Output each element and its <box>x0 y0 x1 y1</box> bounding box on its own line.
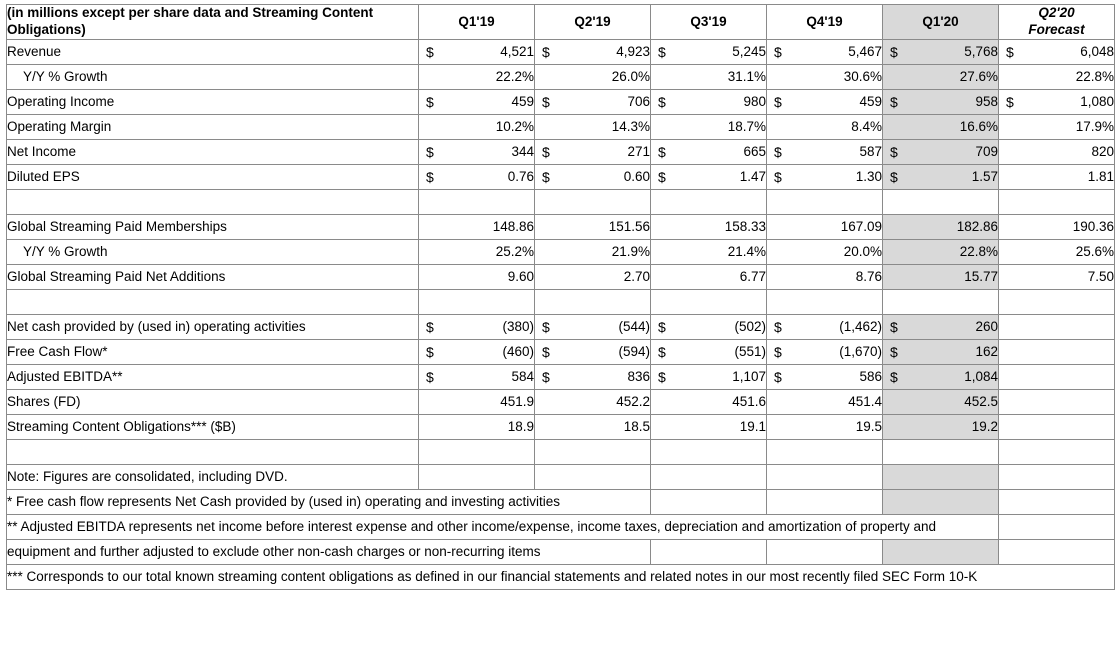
note-filler-cell <box>651 489 767 514</box>
data-cell <box>419 314 535 339</box>
data-cell <box>419 339 535 364</box>
header-metric-label: (in millions except per share data and Streaming Content Obligations) <box>7 5 419 40</box>
table-row <box>7 389 1115 414</box>
cell-value: 1,107 <box>732 369 766 385</box>
currency-symbol: $ <box>658 93 666 110</box>
cell-value: 1,084 <box>964 369 998 385</box>
note-filler-cell <box>999 539 1115 564</box>
data-cell <box>767 164 883 189</box>
cell-value: 20.0% <box>843 244 882 260</box>
data-cell <box>999 114 1115 139</box>
cell-value: 182.86 <box>956 219 998 235</box>
data-cell <box>999 89 1115 114</box>
cell-value: 4,521 <box>500 44 534 60</box>
table-row <box>7 64 1115 89</box>
cell-value: (1,462) <box>839 319 882 335</box>
data-cell <box>419 114 535 139</box>
data-cell <box>651 239 767 264</box>
data-cell <box>651 114 767 139</box>
currency-symbol: $ <box>658 143 666 160</box>
data-cell <box>419 214 535 239</box>
data-cell <box>535 39 651 64</box>
cell-value: 665 <box>743 144 766 160</box>
table-header <box>7 5 1115 40</box>
spacer-cell <box>651 189 767 214</box>
currency-symbol: $ <box>774 318 782 335</box>
cell-value: 8.4% <box>851 119 882 135</box>
currency-symbol: $ <box>542 318 550 335</box>
row-label: Global Streaming Paid Memberships <box>7 214 419 239</box>
currency-symbol: $ <box>542 143 550 160</box>
cell-value: 1.30 <box>855 169 882 185</box>
data-cell <box>419 414 535 439</box>
cell-value: 158.33 <box>724 219 766 235</box>
currency-symbol: $ <box>426 343 434 360</box>
data-cell <box>767 239 883 264</box>
spacer-cell <box>419 189 535 214</box>
header-column-2: Q2'19 <box>535 5 651 40</box>
data-cell <box>651 139 767 164</box>
note-row <box>7 539 1115 564</box>
data-cell <box>999 164 1115 189</box>
table-row <box>7 89 1115 114</box>
cell-value: 9.60 <box>507 269 534 285</box>
currency-symbol: $ <box>542 368 550 385</box>
cell-value: 584 <box>511 369 534 385</box>
data-cell <box>651 414 767 439</box>
cell-value: 452.2 <box>616 394 650 410</box>
currency-symbol: $ <box>426 43 434 60</box>
data-cell <box>883 414 999 439</box>
spacer-cell <box>419 289 535 314</box>
cell-value: 587 <box>859 144 882 160</box>
note-row <box>7 464 1115 489</box>
cell-value: 1.81 <box>1087 169 1114 185</box>
header-column-4: Q4'19 <box>767 5 883 40</box>
data-cell <box>999 264 1115 289</box>
cell-value: 19.1 <box>739 419 766 435</box>
cell-value: 151.56 <box>608 219 650 235</box>
data-cell <box>651 164 767 189</box>
currency-symbol: $ <box>774 143 782 160</box>
data-cell <box>535 89 651 114</box>
currency-symbol: $ <box>774 43 782 60</box>
data-cell <box>535 214 651 239</box>
cell-value: 820 <box>1091 144 1114 160</box>
cell-value: 958 <box>975 94 998 110</box>
spacer-cell <box>535 289 651 314</box>
currency-symbol: $ <box>426 168 434 185</box>
cell-value: 18.9 <box>507 419 534 435</box>
cell-value: 27.6% <box>959 69 998 85</box>
data-cell <box>651 264 767 289</box>
spacer-cell <box>999 439 1115 464</box>
note-text: equipment and further adjusted to exclude other non-cash charges or non-recurring items <box>7 539 651 564</box>
currency-symbol: $ <box>542 43 550 60</box>
cell-value: 709 <box>975 144 998 160</box>
data-cell <box>535 364 651 389</box>
data-cell <box>883 114 999 139</box>
data-cell <box>535 239 651 264</box>
cell-value: 31.1% <box>727 69 766 85</box>
data-cell <box>767 39 883 64</box>
spacer-cell <box>999 189 1115 214</box>
cell-value: 167.09 <box>840 219 882 235</box>
note-filler-cell <box>651 539 767 564</box>
currency-symbol: $ <box>1006 93 1014 110</box>
data-cell <box>999 339 1115 364</box>
currency-symbol: $ <box>542 93 550 110</box>
data-cell <box>999 389 1115 414</box>
spacer-cell <box>883 439 999 464</box>
cell-value: 18.7% <box>727 119 766 135</box>
currency-symbol: $ <box>658 368 666 385</box>
data-cell <box>535 414 651 439</box>
data-cell <box>651 64 767 89</box>
data-cell <box>767 114 883 139</box>
note-row <box>7 514 1115 539</box>
data-cell <box>767 364 883 389</box>
data-cell <box>999 139 1115 164</box>
spacer-cell <box>883 189 999 214</box>
cell-value: 5,467 <box>848 44 882 60</box>
currency-symbol: $ <box>774 168 782 185</box>
cell-value: 22.2% <box>495 69 534 85</box>
cell-value: 6,048 <box>1080 44 1114 60</box>
cell-value: 4,923 <box>616 44 650 60</box>
note-filler-cell <box>419 464 535 489</box>
row-label: Net Income <box>7 139 419 164</box>
data-cell <box>767 414 883 439</box>
currency-symbol: $ <box>890 143 898 160</box>
table-row <box>7 314 1115 339</box>
cell-value: 451.9 <box>500 394 534 410</box>
spacer-cell <box>535 189 651 214</box>
row-label: Streaming Content Obligations*** ($B) <box>7 414 419 439</box>
note-row <box>7 564 1115 589</box>
data-cell <box>419 89 535 114</box>
row-label: Revenue <box>7 39 419 64</box>
currency-symbol: $ <box>658 168 666 185</box>
data-cell <box>535 314 651 339</box>
data-cell <box>651 364 767 389</box>
currency-symbol: $ <box>890 368 898 385</box>
cell-value: 30.6% <box>843 69 882 85</box>
cell-value: 452.5 <box>964 394 998 410</box>
data-cell <box>535 139 651 164</box>
cell-value: 451.6 <box>732 394 766 410</box>
cell-value: 16.6% <box>959 119 998 135</box>
spacer-row <box>7 289 1115 314</box>
note-filler-cell <box>999 514 1115 539</box>
currency-symbol: $ <box>1006 43 1014 60</box>
currency-symbol: $ <box>890 318 898 335</box>
data-cell <box>883 314 999 339</box>
cell-value: 5,245 <box>732 44 766 60</box>
cell-value: (594) <box>618 344 650 360</box>
cell-value: 25.6% <box>1075 244 1114 260</box>
currency-symbol: $ <box>890 343 898 360</box>
table-row <box>7 139 1115 164</box>
row-label: Y/Y % Growth <box>7 64 419 89</box>
currency-symbol: $ <box>890 43 898 60</box>
spacer-cell <box>7 189 419 214</box>
table-row <box>7 364 1115 389</box>
data-cell <box>767 339 883 364</box>
cell-value: 1.47 <box>739 169 766 185</box>
cell-value: 17.9% <box>1075 119 1114 135</box>
data-cell <box>419 364 535 389</box>
row-label: Diluted EPS <box>7 164 419 189</box>
data-cell <box>651 89 767 114</box>
data-cell <box>767 89 883 114</box>
table-body <box>7 39 1115 589</box>
cell-value: 22.8% <box>1075 69 1114 85</box>
note-filler-cell <box>999 464 1115 489</box>
data-cell <box>419 164 535 189</box>
cell-value: 0.76 <box>507 169 534 185</box>
row-label: Global Streaming Paid Net Additions <box>7 264 419 289</box>
currency-symbol: $ <box>658 43 666 60</box>
financial-table <box>6 4 1115 590</box>
table-row <box>7 214 1115 239</box>
data-cell <box>999 64 1115 89</box>
cell-value: 836 <box>627 369 650 385</box>
cell-value: 8.76 <box>855 269 882 285</box>
data-cell <box>535 64 651 89</box>
note-filler-cell <box>999 489 1115 514</box>
note-row <box>7 489 1115 514</box>
cell-value: 25.2% <box>495 244 534 260</box>
note-text: * Free cash flow represents Net Cash provided by (used in) operating and investing activities <box>7 489 651 514</box>
data-cell <box>999 314 1115 339</box>
header-column-3: Q3'19 <box>651 5 767 40</box>
cell-value: 5,768 <box>964 44 998 60</box>
data-cell <box>535 264 651 289</box>
row-label: Operating Margin <box>7 114 419 139</box>
cell-value: 451.4 <box>848 394 882 410</box>
spacer-row <box>7 189 1115 214</box>
data-cell <box>419 389 535 414</box>
spacer-cell <box>883 289 999 314</box>
table-row <box>7 239 1115 264</box>
data-cell <box>767 314 883 339</box>
data-cell <box>883 389 999 414</box>
currency-symbol: $ <box>426 143 434 160</box>
header-column-6: Q2'20 Forecast <box>999 5 1115 40</box>
currency-symbol: $ <box>658 343 666 360</box>
data-cell <box>999 239 1115 264</box>
data-cell <box>999 214 1115 239</box>
row-label: Net cash provided by (used in) operating activities <box>7 314 419 339</box>
cell-value: 6.77 <box>739 269 766 285</box>
data-cell <box>883 89 999 114</box>
cell-value: 190.36 <box>1072 219 1114 235</box>
note-filler-cell <box>535 464 651 489</box>
data-cell <box>419 139 535 164</box>
cell-value: 0.60 <box>623 169 650 185</box>
cell-value: 459 <box>511 94 534 110</box>
row-label: Y/Y % Growth <box>7 239 419 264</box>
cell-value: 148.86 <box>492 219 534 235</box>
data-cell <box>767 389 883 414</box>
spacer-cell <box>767 289 883 314</box>
cell-value: 26.0% <box>611 69 650 85</box>
cell-value: (544) <box>618 319 650 335</box>
data-cell <box>883 64 999 89</box>
data-cell <box>419 39 535 64</box>
header-row <box>7 5 1115 40</box>
note-filler-cell <box>883 464 999 489</box>
data-cell <box>651 39 767 64</box>
note-filler-cell <box>883 539 999 564</box>
table-row <box>7 164 1115 189</box>
spacer-cell <box>999 289 1115 314</box>
cell-value: (551) <box>734 344 766 360</box>
cell-value: 2.70 <box>623 269 650 285</box>
data-cell <box>651 314 767 339</box>
cell-value: 19.2 <box>971 419 998 435</box>
cell-value: 15.77 <box>964 269 998 285</box>
cell-value: 1.57 <box>971 169 998 185</box>
data-cell <box>767 139 883 164</box>
data-cell <box>883 214 999 239</box>
cell-value: 260 <box>975 319 998 335</box>
table-row <box>7 114 1115 139</box>
data-cell <box>883 164 999 189</box>
table-row <box>7 339 1115 364</box>
header-column-1: Q1'19 <box>419 5 535 40</box>
spacer-cell <box>767 189 883 214</box>
data-cell <box>883 39 999 64</box>
data-cell <box>767 264 883 289</box>
data-cell <box>651 214 767 239</box>
data-cell <box>767 214 883 239</box>
data-cell <box>883 264 999 289</box>
cell-value: 14.3% <box>611 119 650 135</box>
spacer-cell <box>419 439 535 464</box>
data-cell <box>535 164 651 189</box>
data-cell <box>651 339 767 364</box>
data-cell <box>883 339 999 364</box>
currency-symbol: $ <box>542 168 550 185</box>
cell-value: 271 <box>627 144 650 160</box>
table-row <box>7 414 1115 439</box>
spacer-cell <box>651 289 767 314</box>
spacer-cell <box>651 439 767 464</box>
cell-value: (1,670) <box>839 344 882 360</box>
row-label: Shares (FD) <box>7 389 419 414</box>
currency-symbol: $ <box>426 368 434 385</box>
cell-value: 22.8% <box>959 244 998 260</box>
cell-value: 10.2% <box>495 119 534 135</box>
data-cell <box>535 389 651 414</box>
cell-value: 1,080 <box>1080 94 1114 110</box>
data-cell <box>999 364 1115 389</box>
note-filler-cell <box>767 539 883 564</box>
currency-symbol: $ <box>658 318 666 335</box>
currency-symbol: $ <box>542 343 550 360</box>
data-cell <box>535 114 651 139</box>
currency-symbol: $ <box>890 93 898 110</box>
note-text: ** Adjusted EBITDA represents net income before interest expense and other income/expense, income taxes, depreciation and amortization of property and <box>7 514 999 539</box>
data-cell <box>883 364 999 389</box>
cell-value: 459 <box>859 94 882 110</box>
cell-value: (380) <box>502 319 534 335</box>
data-cell <box>419 64 535 89</box>
data-cell <box>767 64 883 89</box>
currency-symbol: $ <box>774 93 782 110</box>
data-cell <box>419 264 535 289</box>
row-label: Free Cash Flow* <box>7 339 419 364</box>
spacer-cell <box>7 439 419 464</box>
note-filler-cell <box>883 489 999 514</box>
cell-value: (460) <box>502 344 534 360</box>
currency-symbol: $ <box>774 368 782 385</box>
spacer-cell <box>767 439 883 464</box>
cell-value: 18.5 <box>623 419 650 435</box>
data-cell <box>999 39 1115 64</box>
note-filler-cell <box>651 464 767 489</box>
spacer-row <box>7 439 1115 464</box>
row-label: Operating Income <box>7 89 419 114</box>
currency-symbol: $ <box>426 318 434 335</box>
note-text: Note: Figures are consolidated, including DVD. <box>7 464 419 489</box>
cell-value: 706 <box>627 94 650 110</box>
spacer-cell <box>535 439 651 464</box>
cell-value: 21.9% <box>611 244 650 260</box>
data-cell <box>999 414 1115 439</box>
cell-value: 344 <box>511 144 534 160</box>
cell-value: 586 <box>859 369 882 385</box>
data-cell <box>419 239 535 264</box>
data-cell <box>883 139 999 164</box>
currency-symbol: $ <box>426 93 434 110</box>
data-cell <box>651 389 767 414</box>
cell-value: 162 <box>975 344 998 360</box>
table-row <box>7 264 1115 289</box>
currency-symbol: $ <box>890 168 898 185</box>
note-filler-cell <box>767 489 883 514</box>
data-cell <box>883 239 999 264</box>
header-column-5: Q1'20 <box>883 5 999 40</box>
note-text: *** Corresponds to our total known streaming content obligations as defined in our financial statements and related notes in our most recently filed SEC Form 10-K <box>7 564 1115 589</box>
row-label: Adjusted EBITDA** <box>7 364 419 389</box>
currency-symbol: $ <box>774 343 782 360</box>
spacer-cell <box>7 289 419 314</box>
cell-value: 980 <box>743 94 766 110</box>
note-filler-cell <box>767 464 883 489</box>
cell-value: 21.4% <box>727 244 766 260</box>
cell-value: 7.50 <box>1087 269 1114 285</box>
table-row <box>7 39 1115 64</box>
cell-value: (502) <box>734 319 766 335</box>
cell-value: 19.5 <box>855 419 882 435</box>
data-cell <box>535 339 651 364</box>
